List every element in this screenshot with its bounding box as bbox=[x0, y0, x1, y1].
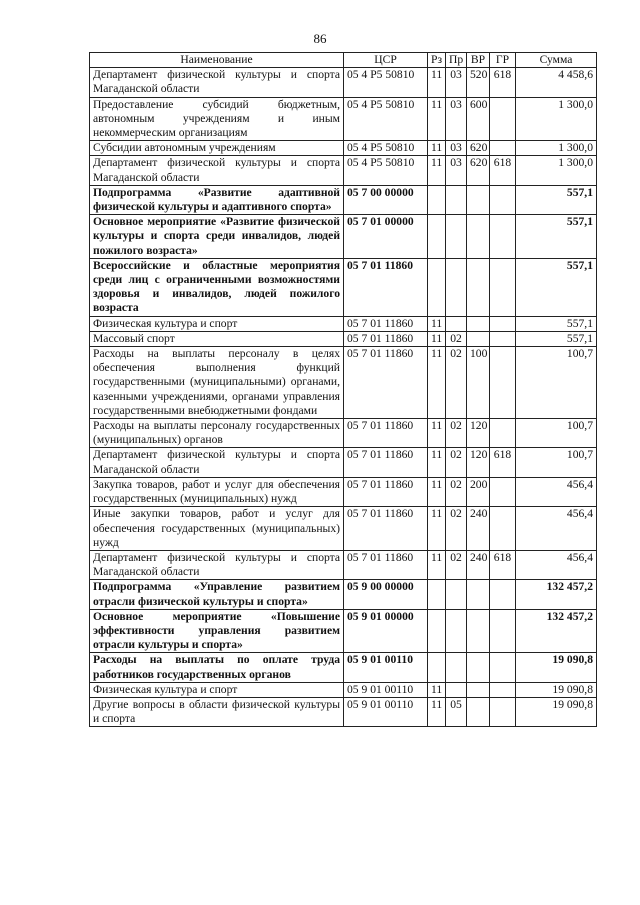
cell-pr: 02 bbox=[446, 448, 467, 477]
cell-csr: 05 9 00 00000 bbox=[344, 580, 428, 609]
table-row bbox=[90, 316, 597, 331]
cell-rz: 11 bbox=[428, 419, 446, 448]
cell-vr: 600 bbox=[467, 97, 490, 141]
cell-sum: 456,4 bbox=[516, 550, 597, 579]
cell-sum: 1 300,0 bbox=[516, 97, 597, 141]
cell-vr bbox=[467, 316, 490, 331]
cell-vr: 100 bbox=[467, 347, 490, 419]
cell-csr: 05 7 01 11860 bbox=[344, 347, 428, 419]
header-rz: Рз bbox=[428, 53, 446, 68]
cell-csr: 05 7 01 11860 bbox=[344, 507, 428, 551]
table-header-row bbox=[90, 53, 597, 68]
cell-rz bbox=[428, 653, 446, 682]
cell-csr: 05 9 01 00000 bbox=[344, 609, 428, 653]
cell-gr bbox=[490, 507, 516, 551]
table-row bbox=[90, 653, 597, 682]
cell-vr: 200 bbox=[467, 477, 490, 506]
cell-pr: 03 bbox=[446, 68, 467, 97]
cell-vr bbox=[467, 331, 490, 346]
cell-csr: 05 7 01 00000 bbox=[344, 215, 428, 259]
cell-gr bbox=[490, 316, 516, 331]
table-row bbox=[90, 682, 597, 697]
cell-gr bbox=[490, 258, 516, 316]
cell-csr: 05 4 Р5 50810 bbox=[344, 97, 428, 141]
cell-pr bbox=[446, 682, 467, 697]
table-row bbox=[90, 507, 597, 551]
cell-rz: 11 bbox=[428, 141, 446, 156]
cell-csr: 05 4 Р5 50810 bbox=[344, 68, 428, 97]
cell-gr bbox=[490, 97, 516, 141]
cell-csr: 05 9 01 00110 bbox=[344, 682, 428, 697]
cell-gr bbox=[490, 653, 516, 682]
cell-vr bbox=[467, 258, 490, 316]
cell-name: Закупка товаров, работ и услуг для обеспечения государственных (муниципальных) нужд bbox=[90, 477, 344, 506]
cell-pr: 02 bbox=[446, 331, 467, 346]
cell-gr bbox=[490, 580, 516, 609]
cell-name: Предоставление субсидий бюджетным, автономным учреждениям и иным некоммерческим организациям bbox=[90, 97, 344, 141]
cell-gr bbox=[490, 331, 516, 346]
cell-gr: 618 bbox=[490, 448, 516, 477]
cell-rz bbox=[428, 609, 446, 653]
table-row bbox=[90, 448, 597, 477]
cell-rz: 11 bbox=[428, 697, 446, 726]
cell-csr: 05 7 00 00000 bbox=[344, 185, 428, 214]
cell-pr bbox=[446, 258, 467, 316]
cell-name: Департамент физической культуры и спорта Магаданской области bbox=[90, 68, 344, 97]
cell-sum: 456,4 bbox=[516, 477, 597, 506]
cell-pr: 03 bbox=[446, 156, 467, 185]
cell-pr bbox=[446, 185, 467, 214]
cell-name: Департамент физической культуры и спорта Магаданской области bbox=[90, 448, 344, 477]
cell-csr: 05 7 01 11860 bbox=[344, 477, 428, 506]
table-row bbox=[90, 97, 597, 141]
table-row bbox=[90, 580, 597, 609]
cell-rz: 11 bbox=[428, 507, 446, 551]
cell-rz: 11 bbox=[428, 97, 446, 141]
table-row bbox=[90, 419, 597, 448]
cell-rz: 11 bbox=[428, 347, 446, 419]
cell-rz: 11 bbox=[428, 550, 446, 579]
cell-pr: 05 bbox=[446, 697, 467, 726]
cell-name: Физическая культура и спорт bbox=[90, 316, 344, 331]
cell-gr bbox=[490, 477, 516, 506]
table-row bbox=[90, 331, 597, 346]
cell-csr: 05 7 01 11860 bbox=[344, 419, 428, 448]
cell-sum: 1 300,0 bbox=[516, 141, 597, 156]
cell-sum: 557,1 bbox=[516, 258, 597, 316]
cell-rz bbox=[428, 185, 446, 214]
header-vr: ВР bbox=[467, 53, 490, 68]
header-sum: Сумма bbox=[516, 53, 597, 68]
header-gr: ГР bbox=[490, 53, 516, 68]
cell-rz: 11 bbox=[428, 331, 446, 346]
cell-sum: 132 457,2 bbox=[516, 609, 597, 653]
cell-name: Другие вопросы в области физической культуры и спорта bbox=[90, 697, 344, 726]
cell-name: Подпрограмма «Развитие адаптивной физической культуры и адаптивного спорта» bbox=[90, 185, 344, 214]
table-row bbox=[90, 68, 597, 97]
header-csr: ЦСР bbox=[344, 53, 428, 68]
table-row bbox=[90, 141, 597, 156]
cell-gr: 618 bbox=[490, 550, 516, 579]
cell-name: Физическая культура и спорт bbox=[90, 682, 344, 697]
cell-csr: 05 7 01 11860 bbox=[344, 448, 428, 477]
cell-pr: 02 bbox=[446, 477, 467, 506]
header-name: Наименование bbox=[90, 53, 344, 68]
cell-rz: 11 bbox=[428, 448, 446, 477]
cell-sum: 19 090,8 bbox=[516, 653, 597, 682]
cell-gr: 618 bbox=[490, 156, 516, 185]
cell-sum: 557,1 bbox=[516, 185, 597, 214]
cell-sum: 100,7 bbox=[516, 448, 597, 477]
cell-gr bbox=[490, 141, 516, 156]
cell-sum: 100,7 bbox=[516, 419, 597, 448]
cell-rz: 11 bbox=[428, 316, 446, 331]
cell-gr bbox=[490, 419, 516, 448]
cell-sum: 132 457,2 bbox=[516, 580, 597, 609]
cell-csr: 05 7 01 11860 bbox=[344, 316, 428, 331]
cell-gr bbox=[490, 215, 516, 259]
cell-rz bbox=[428, 215, 446, 259]
cell-rz: 11 bbox=[428, 68, 446, 97]
table-row bbox=[90, 609, 597, 653]
cell-csr: 05 7 01 11860 bbox=[344, 258, 428, 316]
table-row bbox=[90, 215, 597, 259]
table-row bbox=[90, 185, 597, 214]
cell-sum: 4 458,6 bbox=[516, 68, 597, 97]
cell-csr: 05 4 Р5 50810 bbox=[344, 141, 428, 156]
cell-pr bbox=[446, 215, 467, 259]
cell-vr bbox=[467, 682, 490, 697]
cell-name: Массовый спорт bbox=[90, 331, 344, 346]
table-row bbox=[90, 258, 597, 316]
cell-name: Расходы на выплаты персоналу государственных (муниципальных) органов bbox=[90, 419, 344, 448]
table-body bbox=[90, 68, 597, 727]
cell-sum: 1 300,0 bbox=[516, 156, 597, 185]
cell-rz: 11 bbox=[428, 477, 446, 506]
table-row bbox=[90, 347, 597, 419]
cell-pr bbox=[446, 316, 467, 331]
cell-pr bbox=[446, 580, 467, 609]
cell-sum: 557,1 bbox=[516, 215, 597, 259]
cell-rz: 11 bbox=[428, 156, 446, 185]
cell-name: Департамент физической культуры и спорта Магаданской области bbox=[90, 156, 344, 185]
cell-vr: 120 bbox=[467, 448, 490, 477]
cell-vr bbox=[467, 653, 490, 682]
cell-vr bbox=[467, 609, 490, 653]
cell-pr bbox=[446, 653, 467, 682]
cell-rz bbox=[428, 258, 446, 316]
cell-name: Департамент физической культуры и спорта Магаданской области bbox=[90, 550, 344, 579]
cell-pr: 02 bbox=[446, 419, 467, 448]
page-number: 86 bbox=[313, 31, 327, 46]
table-row bbox=[90, 697, 597, 726]
cell-sum: 557,1 bbox=[516, 316, 597, 331]
cell-pr: 02 bbox=[446, 550, 467, 579]
cell-name: Субсидии автономным учреждениям bbox=[90, 141, 344, 156]
table-row bbox=[90, 477, 597, 506]
cell-sum: 19 090,8 bbox=[516, 682, 597, 697]
cell-csr: 05 7 01 11860 bbox=[344, 331, 428, 346]
budget-table bbox=[89, 52, 597, 727]
cell-vr bbox=[467, 185, 490, 214]
cell-vr: 620 bbox=[467, 141, 490, 156]
cell-gr bbox=[490, 697, 516, 726]
cell-vr: 120 bbox=[467, 419, 490, 448]
cell-vr bbox=[467, 215, 490, 259]
header-pr: Пр bbox=[446, 53, 467, 68]
cell-pr: 02 bbox=[446, 347, 467, 419]
cell-gr bbox=[490, 609, 516, 653]
cell-name: Расходы на выплаты персоналу в целях обеспечения выполнения функций государственными (муниципальными) органами, казенными учреждениями, органами управления государственными внебюджетными фондами bbox=[90, 347, 344, 419]
cell-sum: 557,1 bbox=[516, 331, 597, 346]
cell-sum: 100,7 bbox=[516, 347, 597, 419]
cell-gr bbox=[490, 185, 516, 214]
cell-name: Основное мероприятие «Повышение эффективности управления развитием отрасли культуры и спорта» bbox=[90, 609, 344, 653]
cell-rz: 11 bbox=[428, 682, 446, 697]
cell-pr bbox=[446, 609, 467, 653]
table-row bbox=[90, 550, 597, 579]
cell-name: Всероссийские и областные мероприятия среди лиц с ограниченными возможностями здоровья и инвалидов, людей пожилого возраста bbox=[90, 258, 344, 316]
cell-csr: 05 4 Р5 50810 bbox=[344, 156, 428, 185]
cell-name: Основное мероприятие «Развитие физической культуры и спорта среди инвалидов, людей пожилого возраста» bbox=[90, 215, 344, 259]
cell-pr: 02 bbox=[446, 507, 467, 551]
cell-name: Расходы на выплаты по оплате труда работников государственных органов bbox=[90, 653, 344, 682]
table-row bbox=[90, 156, 597, 185]
cell-gr bbox=[490, 682, 516, 697]
cell-csr: 05 9 01 00110 bbox=[344, 653, 428, 682]
cell-csr: 05 7 01 11860 bbox=[344, 550, 428, 579]
cell-pr: 03 bbox=[446, 97, 467, 141]
cell-vr: 620 bbox=[467, 156, 490, 185]
cell-gr: 618 bbox=[490, 68, 516, 97]
cell-vr bbox=[467, 580, 490, 609]
cell-vr: 520 bbox=[467, 68, 490, 97]
cell-vr: 240 bbox=[467, 550, 490, 579]
cell-gr bbox=[490, 347, 516, 419]
cell-pr: 03 bbox=[446, 141, 467, 156]
cell-sum: 19 090,8 bbox=[516, 697, 597, 726]
cell-vr: 240 bbox=[467, 507, 490, 551]
cell-csr: 05 9 01 00110 bbox=[344, 697, 428, 726]
cell-sum: 456,4 bbox=[516, 507, 597, 551]
cell-vr bbox=[467, 697, 490, 726]
cell-name: Иные закупки товаров, работ и услуг для обеспечения государственных (муниципальных) нужд bbox=[90, 507, 344, 551]
cell-name: Подпрограмма «Управление развитием отрасли физической культуры и спорта» bbox=[90, 580, 344, 609]
cell-rz bbox=[428, 580, 446, 609]
